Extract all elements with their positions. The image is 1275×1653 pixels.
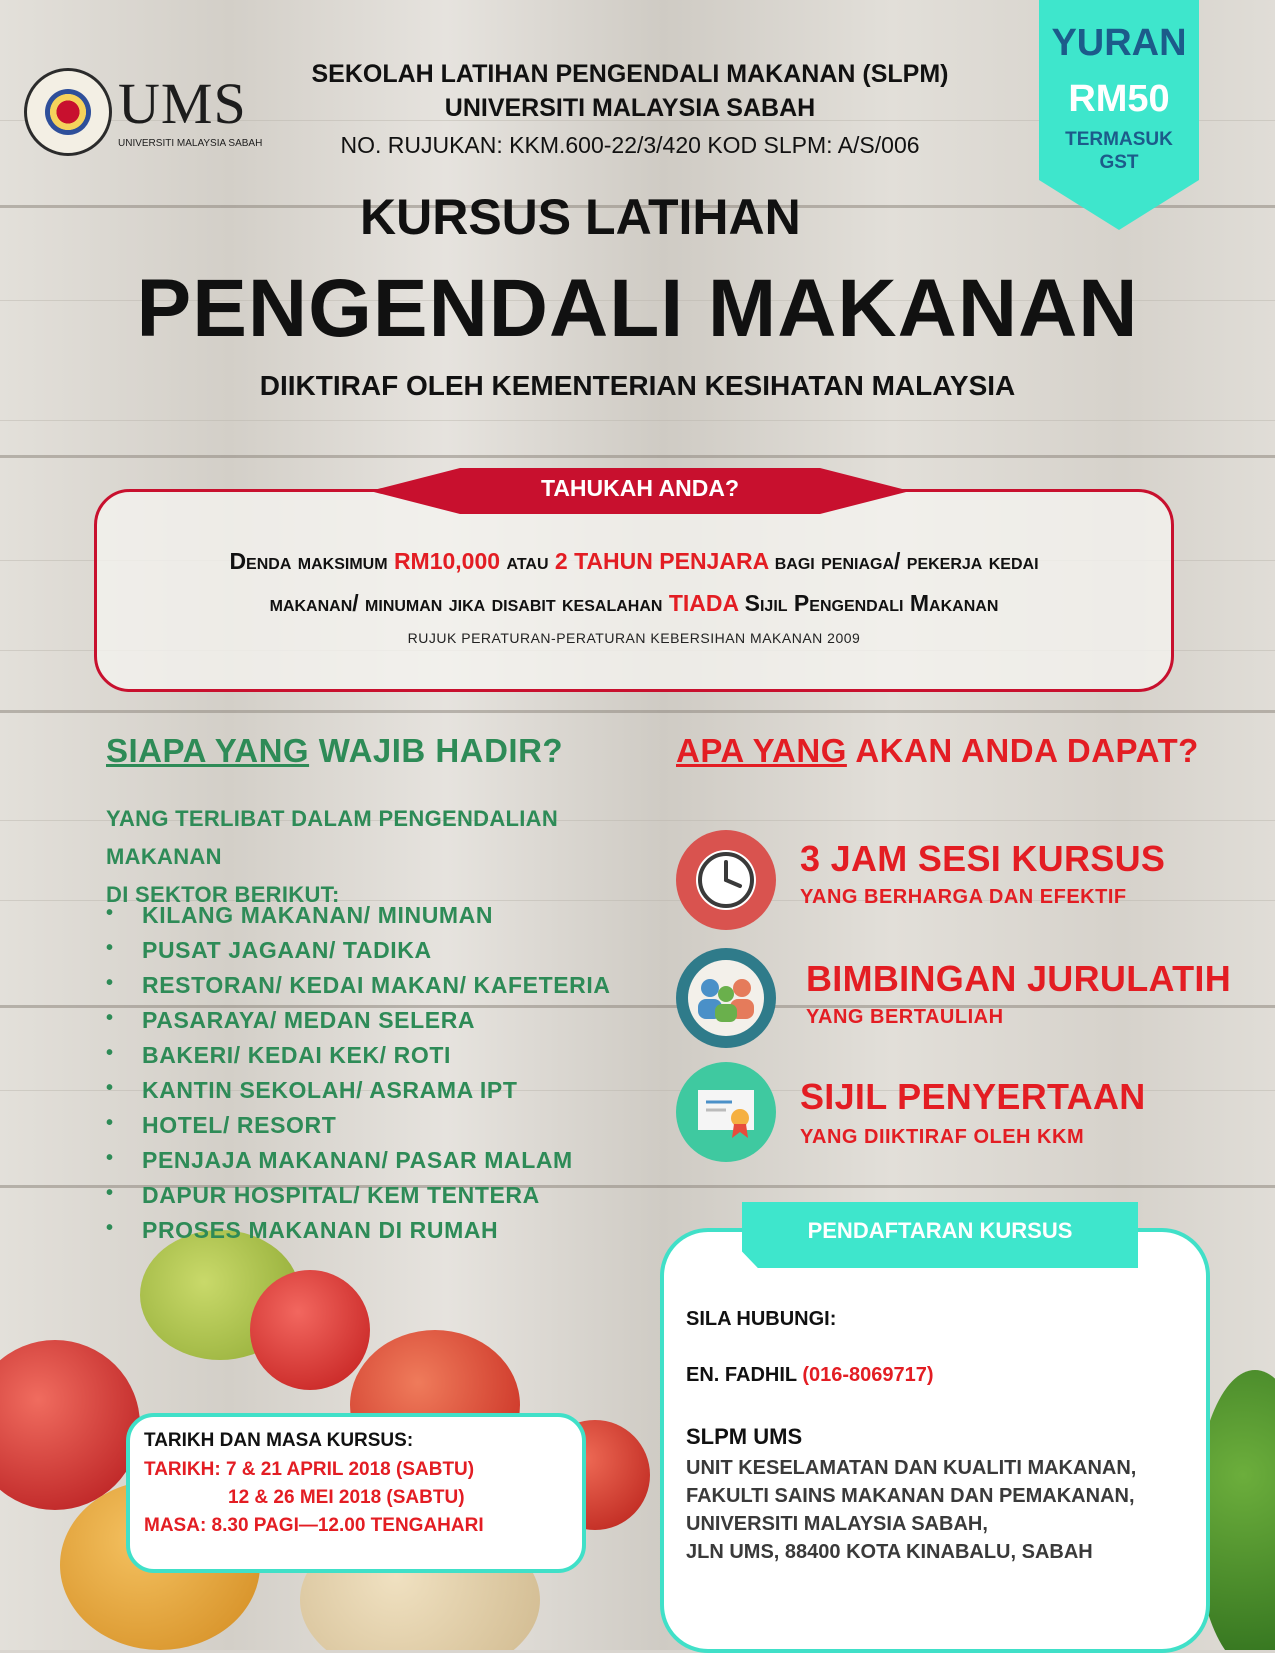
university-crest-icon bbox=[24, 68, 112, 156]
list-item: • HOTEL/ RESORT bbox=[106, 1112, 611, 1147]
benefit-subtitle: YANG DIIKTIRAF OLEH KKM bbox=[800, 1126, 1085, 1148]
sector-list bbox=[106, 902, 611, 1252]
title-subtitle: DIIKTIRAF OLEH KEMENTERIAN KESIHATAN MALAYSIA bbox=[259, 370, 1016, 401]
benefit-title: BIMBINGAN JURULATIH bbox=[806, 958, 1232, 999]
certificate-icon bbox=[676, 1062, 776, 1162]
list-item: • BAKERI/ KEDAI KEK/ ROTI bbox=[106, 1042, 611, 1077]
schedule-dates-1: TARIKH: 7 & 21 APRIL 2018 (SABTU) bbox=[144, 1459, 475, 1480]
notice-banner-label: TAHUKAH ANDA? bbox=[540, 475, 740, 501]
fee-label: YURAN bbox=[1051, 22, 1187, 64]
list-item: • PASARAYA/ MEDAN SELERA bbox=[106, 1007, 611, 1042]
who-heading: SIAPA YANG WAJIB HADIR? bbox=[106, 732, 564, 769]
list-item: • PENJAJA MAKANAN/ PASAR MALAM bbox=[106, 1147, 611, 1182]
school-name: SEKOLAH LATIHAN PENGENDALI MAKANAN (SLPM) bbox=[311, 60, 949, 88]
benefit-title: SIJIL PENYERTAAN bbox=[800, 1076, 1146, 1117]
fee-badge bbox=[1039, 0, 1199, 230]
benefit-subtitle: YANG BERTAULIAH bbox=[806, 1006, 1004, 1028]
benefit-subtitle: YANG BERHARGA DAN EFEKTIF bbox=[800, 886, 1127, 908]
schedule-time: MASA: 8.30 PAGI—12.00 TENGAHARI bbox=[144, 1515, 484, 1536]
notice-line-2: makanan/ minuman jika disabit kesalahan TIADA Sijil Pengendali Makanan bbox=[269, 590, 999, 616]
title-kicker: KURSUS LATIHAN bbox=[360, 189, 801, 245]
notice-reference: RUJUK PERATURAN-PERATURAN KEBERSIHAN MAKANAN 2009 bbox=[407, 630, 861, 646]
notice-banner bbox=[370, 466, 910, 516]
fee-note: TERMASUK GST bbox=[1065, 129, 1173, 173]
list-item: • PROSES MAKANAN DI RUMAH bbox=[106, 1217, 611, 1252]
who-lead: YANG TERLIBAT DALAM PENGENDALIAN MAKANAN DI SEKTOR BERIKUT: bbox=[106, 806, 559, 907]
schedule-dates-2: 12 & 26 MEI 2018 (SABTU) bbox=[228, 1487, 465, 1508]
benefit-title: 3 JAM SESI KURSUS bbox=[800, 838, 1166, 879]
list-item: • KILANG MAKANAN/ MINUMAN bbox=[106, 902, 611, 937]
reference-number: NO. RUJUKAN: KKM.600-22/3/420 KOD SLPM: A/S/006 bbox=[340, 132, 920, 158]
people-icon bbox=[676, 948, 776, 1048]
clock-icon bbox=[676, 830, 776, 930]
logo-subtitle: UNIVERSITI MALAYSIA SABAH bbox=[118, 138, 263, 149]
list-item: • PUSAT JAGAAN/ TADIKA bbox=[106, 937, 611, 972]
contact-line: EN. FADHIL (016-8069717) bbox=[686, 1364, 934, 1386]
fee-amount: RM50 bbox=[1068, 78, 1170, 120]
page-title: PENGENDALI MAKANAN bbox=[136, 263, 1139, 354]
list-item: • RESTORAN/ KEDAI MAKAN/ KAFETERIA bbox=[106, 972, 611, 1007]
list-item: • DAPUR HOSPITAL/ KEM TENTERA bbox=[106, 1182, 611, 1217]
schedule-heading: TARIKH DAN MASA KURSUS: bbox=[144, 1430, 414, 1451]
logo-wordmark: UMS bbox=[118, 71, 247, 136]
address-block: UNIT KESELAMATAN DAN KUALITI MAKANAN, FAKULTI SAINS MAKANAN DAN PEMAKANAN, UNIVERSITI MALAYSIA SABAH, JLN UMS, 88400 KOTA KINABALU, SABAH bbox=[686, 1457, 1137, 1563]
ums-logo bbox=[24, 68, 264, 158]
registration-tab-label: PENDAFTARAN KURSUS bbox=[807, 1218, 1073, 1243]
org-name: SLPM UMS bbox=[686, 1424, 803, 1449]
notice-line-1: Denda maksimum RM10,000 atau 2 TAHUN PENJARA bagi peniaga/ pekerja kedai bbox=[229, 548, 1039, 574]
contact-prompt: SILA HUBUNGI: bbox=[686, 1308, 837, 1330]
benefits-heading: APA YANG AKAN ANDA DAPAT? bbox=[676, 732, 1199, 769]
university-name: UNIVERSITI MALAYSIA SABAH bbox=[444, 94, 816, 122]
list-item: • KANTIN SEKOLAH/ ASRAMA IPT bbox=[106, 1077, 611, 1112]
